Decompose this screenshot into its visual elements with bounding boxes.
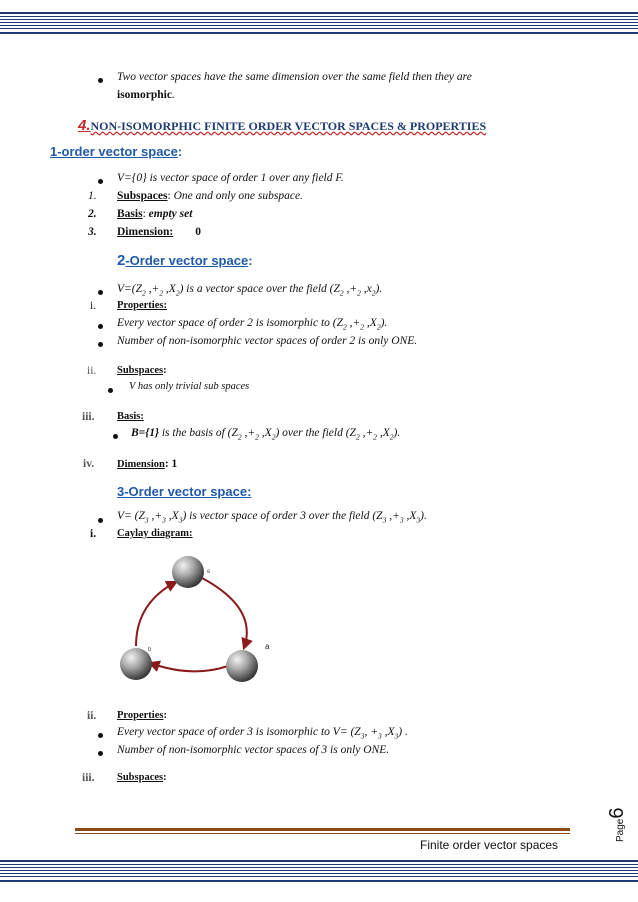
sub: 3 <box>360 731 365 741</box>
label-e: e <box>207 569 211 575</box>
dimension-value: 0 <box>195 226 201 238</box>
t: ,X <box>163 283 176 295</box>
t: ). <box>375 283 383 295</box>
t: ,+ <box>346 317 361 329</box>
t: ,X <box>258 427 272 439</box>
order3-ii-num: ii. <box>87 710 97 722</box>
order2-heading <box>117 252 253 269</box>
bullet <box>98 751 103 756</box>
basis-set: B={1} <box>131 427 159 439</box>
order2-heading-colon: : <box>248 253 253 268</box>
bullet <box>98 324 103 329</box>
order1-heading <box>50 144 182 159</box>
vertex-e <box>172 556 204 588</box>
bullet <box>98 733 103 738</box>
order1-item3-num: 3. <box>88 226 97 238</box>
t: ). <box>393 427 401 439</box>
sub: 2 <box>339 288 344 298</box>
order3-i-num: i. <box>90 528 97 540</box>
t: ) over the field (Z <box>275 427 356 439</box>
order2-i-bullet2: Number of non-isomorphic vector spaces of order 2 is only ONE. <box>117 335 418 347</box>
order1-item2 <box>117 208 192 220</box>
t: ) is a vector space over the field (Z <box>179 283 340 295</box>
order1-item1 <box>117 190 303 202</box>
t: ). <box>380 317 388 329</box>
order1-item3 <box>117 226 201 238</box>
top-bullet-line1: Two vector spaces have the same dimension over the same field then they are <box>117 71 472 83</box>
t: ). <box>420 510 427 522</box>
bullet <box>98 290 103 295</box>
sub: 2 <box>355 432 360 442</box>
t: ) is vector space of order 3 over the field (Z <box>182 510 383 522</box>
dimension-label: Dimension: <box>117 226 174 238</box>
order2-ii-num: ii. <box>87 365 97 377</box>
t: ,+ <box>241 427 256 439</box>
vertex-a <box>226 650 258 682</box>
order3-i-label: Caylay diagram: <box>117 528 193 539</box>
order3-ii-bullet1 <box>117 726 408 740</box>
order3-bullet <box>117 510 427 524</box>
sub: 3 <box>377 731 382 741</box>
order3-iii-num: iii. <box>82 772 95 784</box>
order2-bullet <box>117 283 382 297</box>
subspaces-text: One and only one subspace. <box>170 190 303 202</box>
order2-ii-bullet: V has only trivial sub spaces <box>129 381 250 392</box>
t: ,X <box>165 510 179 522</box>
section4-number: 4. <box>78 117 91 134</box>
sub: 3 <box>162 515 166 525</box>
sub: 2 <box>159 288 164 298</box>
sub: 3 <box>382 515 387 525</box>
sub: 2 <box>255 432 259 442</box>
sub: 2 <box>373 432 377 442</box>
sub: 3 <box>178 515 183 525</box>
sub: 2 <box>271 432 276 442</box>
t: Every vector space of order 3 is isomorphic to V= (Z <box>117 726 361 738</box>
sub: 2 <box>371 288 376 298</box>
order1-heading-text: 1-order vector space <box>50 144 178 159</box>
t: , + <box>364 726 378 738</box>
t: ,+ <box>359 427 374 439</box>
t: Every vector space of order 2 is isomorphic to (Z <box>117 317 344 329</box>
footer-title: Finite order vector spaces <box>420 838 559 852</box>
sub: 2 <box>343 322 347 332</box>
order3-ii-label: Properties: <box>117 710 167 721</box>
order2-i-num: i. <box>90 300 97 312</box>
properties-label: Properties <box>117 710 164 721</box>
properties-label: Properties <box>117 300 164 311</box>
label-b: b <box>148 647 152 653</box>
order2-ii-label: Subspaces: <box>117 365 167 376</box>
order2-heading-num: 2 <box>117 252 126 269</box>
order1-item2-num: 2. <box>88 208 97 220</box>
dimension-value: : 1 <box>164 458 178 470</box>
top-bullet-line2 <box>117 89 175 101</box>
dimension-label: Dimension <box>117 459 165 470</box>
t: ,+ <box>386 510 400 522</box>
sub: 2 <box>360 322 365 332</box>
order1-bullet: V={0} is vector space of order 1 over any field F. <box>117 172 344 184</box>
order2-iii-bullet <box>131 427 400 441</box>
sub: 3 <box>399 515 404 525</box>
basis-text: empty set <box>145 208 193 220</box>
subspaces-label: Subspaces <box>117 772 164 783</box>
t: ,X <box>376 427 390 439</box>
sub: 3 <box>394 731 399 741</box>
sub: 2 <box>175 288 180 298</box>
sub: 3 <box>144 515 149 525</box>
t: V= (Z <box>117 510 145 522</box>
arrow-e-to-a <box>202 578 247 648</box>
section4-heading <box>78 117 486 134</box>
subspaces-label: Subspaces <box>117 190 168 202</box>
cayley-diagram <box>110 548 290 693</box>
order2-heading-text: -Order vector space <box>125 253 249 268</box>
t: ,X <box>381 726 395 738</box>
page-digit: 6 <box>606 807 628 819</box>
arrow-b-to-e <box>136 582 176 646</box>
order2-iv-num: iv. <box>83 458 95 470</box>
order2-iv-label <box>117 458 177 470</box>
sub: 2 <box>237 432 242 442</box>
subspaces-label: Subspaces <box>117 365 164 376</box>
order1-heading-colon: : <box>177 144 183 159</box>
order3-ii-bullet2: Number of non-isomorphic vector spaces of 3 is only ONE. <box>117 744 390 756</box>
sub: 2 <box>389 432 394 442</box>
sep: : <box>167 190 171 202</box>
order3-iii-label: Subspaces: <box>117 772 167 783</box>
sub: 2 <box>357 288 361 298</box>
arrow-a-to-b <box>150 663 228 671</box>
order1-item1-num: 1. <box>88 190 97 202</box>
order2-i-bullet1 <box>117 317 387 331</box>
t: ,X <box>364 317 377 329</box>
period: . <box>171 89 175 101</box>
order2-iii-label: Basis: <box>117 411 144 422</box>
t: ,+ <box>343 283 358 295</box>
bullet <box>113 434 118 439</box>
sub: 2 <box>142 288 146 298</box>
bullet <box>98 78 103 83</box>
basis-label: Basis <box>117 208 143 220</box>
t: is the basis of (Z <box>158 427 238 439</box>
page-word: Page <box>615 818 626 842</box>
bullet <box>98 518 103 523</box>
order2-iii-num: iii. <box>82 411 95 423</box>
page-number <box>608 786 630 842</box>
sub: 3 <box>416 515 421 525</box>
label-a: a <box>265 642 270 651</box>
t: ,x <box>360 283 372 295</box>
section4-title: NON-ISOMORPHIC FINITE ORDER VECTOR SPACES & PROPERTIES <box>90 119 487 133</box>
t: V=(Z <box>117 283 143 295</box>
order2-i-label: Properties: <box>117 300 167 311</box>
sep: : <box>142 208 146 220</box>
t: ,X <box>403 510 417 522</box>
t: ) . <box>398 726 408 738</box>
sub: 2 <box>376 322 381 332</box>
bullet <box>98 342 103 347</box>
bullet <box>108 388 113 393</box>
order3-heading: 3-Order vector space: <box>117 484 252 499</box>
t: ,+ <box>145 283 160 295</box>
bullet <box>98 179 103 184</box>
t: ,+ <box>148 510 163 522</box>
isomorphic-term: isomorphic <box>117 89 172 101</box>
